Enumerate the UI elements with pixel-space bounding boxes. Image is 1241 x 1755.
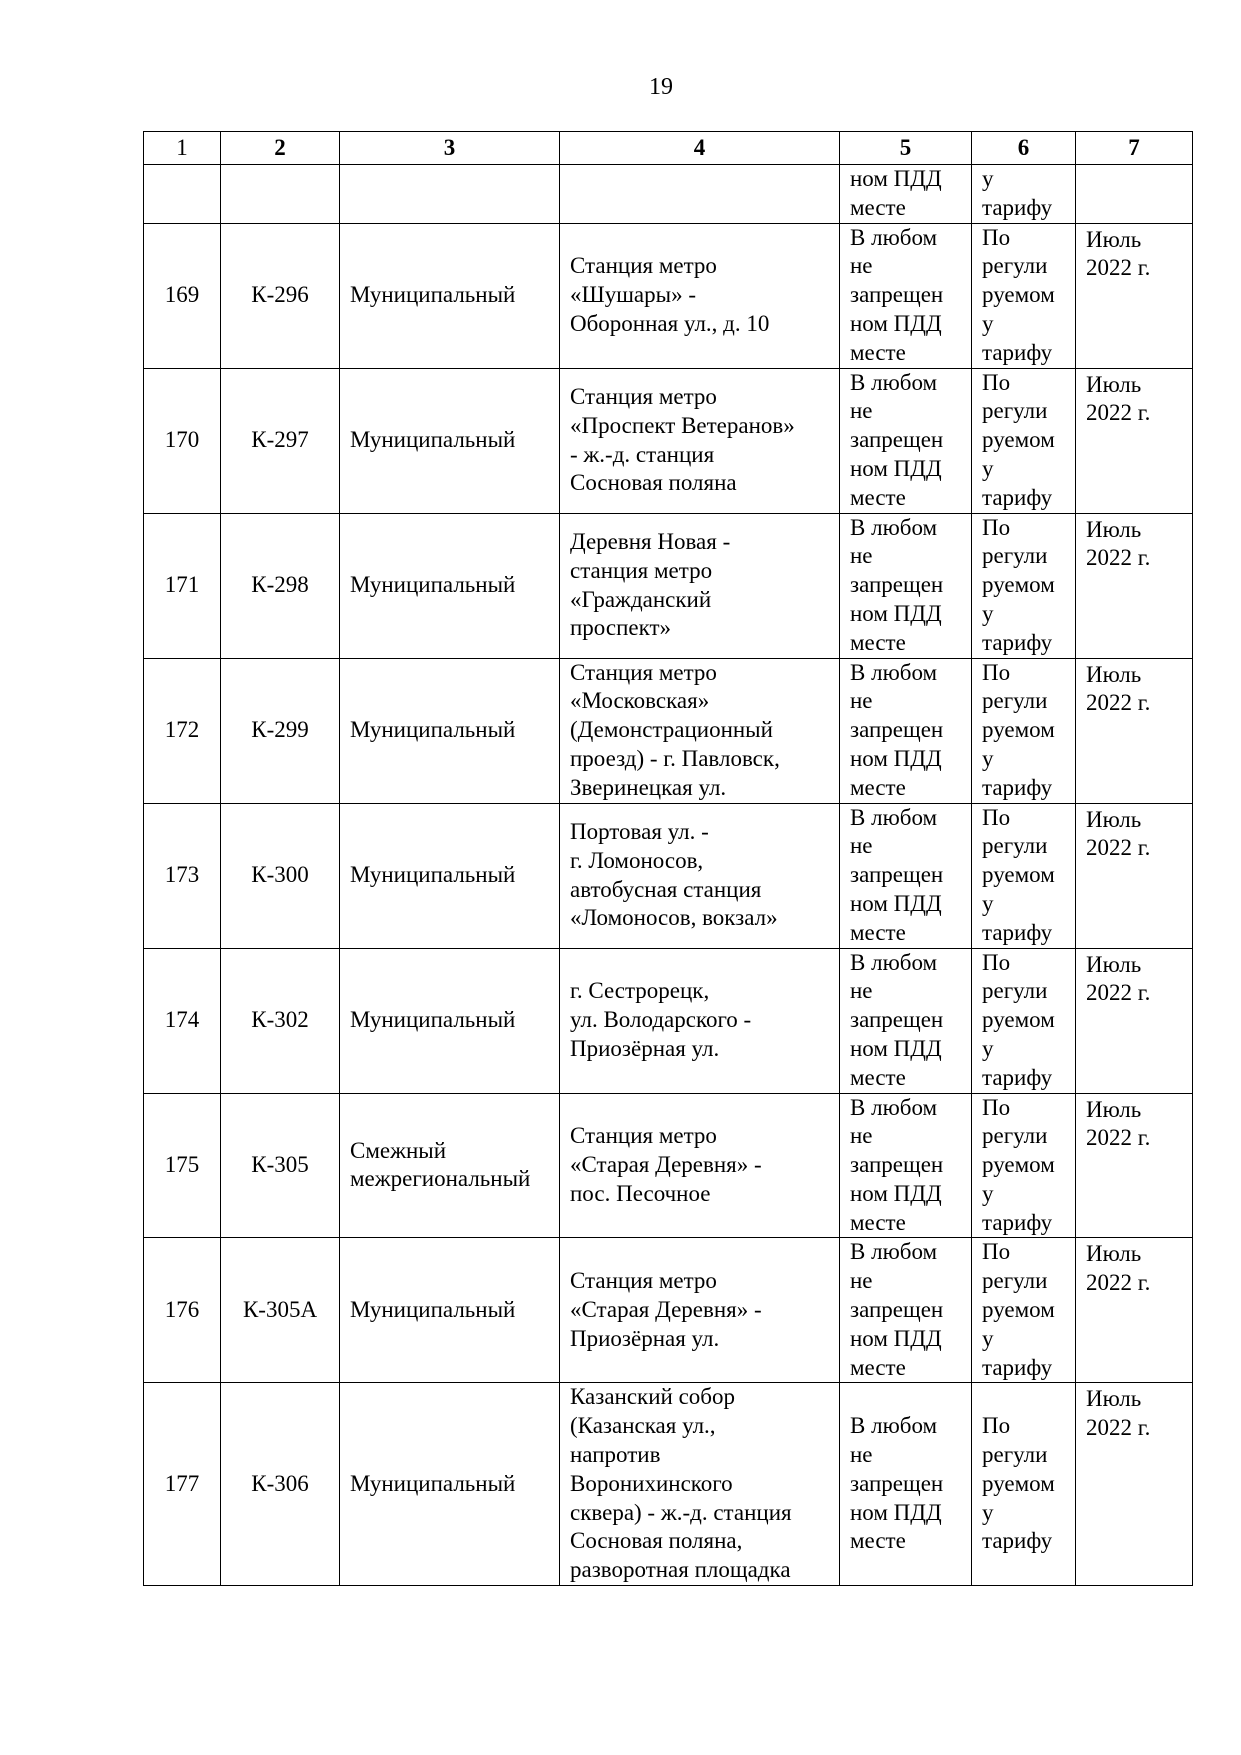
cell-line: месте	[850, 1528, 906, 1554]
cell-line: не	[850, 253, 873, 279]
cell-line: запрещен	[850, 717, 944, 743]
cell-line: Муниципальный	[350, 862, 516, 888]
route-path	[560, 1238, 840, 1383]
cell-line: В любом	[850, 1239, 938, 1265]
cell-line: ном ПДД	[850, 1499, 942, 1525]
cell-line: Станция метро	[570, 1123, 717, 1149]
cell-line: 2022 г.	[1086, 1125, 1151, 1151]
cell-line: «Московская»	[570, 688, 710, 714]
cell-line: запрещен	[850, 572, 944, 598]
cell-line: Июль	[1086, 226, 1142, 252]
empty-cell	[1076, 165, 1193, 224]
route-kind	[340, 658, 560, 803]
route-code: К-306	[221, 1383, 340, 1586]
empty-cell	[221, 165, 340, 224]
start-date-cell	[1076, 803, 1193, 948]
cell-line: Июль	[1086, 806, 1142, 832]
cell-line: руемом	[982, 1470, 1055, 1496]
cell-line: не	[850, 398, 873, 424]
cell-line: у	[982, 890, 994, 916]
cell-line: регули	[982, 688, 1048, 714]
boarding-cell	[840, 1093, 972, 1238]
cell-line: По	[982, 804, 1011, 830]
cell-line: ном ПДД	[850, 600, 942, 626]
cell-line: месте	[850, 194, 906, 220]
route-code: К-296	[221, 223, 340, 368]
cell-line: ном ПДД	[850, 1035, 942, 1061]
fare-cell	[972, 165, 1076, 224]
cell-line: у	[982, 600, 994, 626]
boarding-cell	[840, 1238, 972, 1383]
cell-line: г. Ломоносов,	[570, 847, 704, 873]
route-kind	[340, 803, 560, 948]
cell-line: у	[982, 745, 994, 771]
boarding-cell	[840, 223, 972, 368]
start-date-cell	[1076, 1238, 1193, 1383]
cell-line: месте	[850, 1354, 906, 1380]
cell-line: месте	[850, 484, 906, 510]
cell-line: (Казанская ул.,	[570, 1413, 716, 1439]
route-path	[560, 1093, 840, 1238]
fare-cell	[972, 368, 1076, 513]
continuation-row	[144, 165, 1193, 224]
fare-cell	[972, 948, 1076, 1093]
header-row	[144, 132, 1193, 165]
cell-line: запрещен	[850, 1297, 944, 1323]
table-row	[144, 1093, 1193, 1238]
cell-line: Деревня Новая -	[570, 528, 731, 554]
cell-line: месте	[850, 1209, 906, 1235]
route-path	[560, 223, 840, 368]
boarding-cell	[840, 1383, 972, 1586]
cell-line: у	[982, 166, 994, 191]
boarding-cell	[840, 658, 972, 803]
cell-line: Станция метро	[570, 383, 717, 409]
table-row	[144, 1383, 1193, 1586]
cell-line: «Старая Деревня» -	[570, 1152, 762, 1178]
fare-cell	[972, 223, 1076, 368]
cell-line: тарифу	[982, 339, 1053, 365]
cell-line: тарифу	[982, 484, 1053, 510]
cell-line: руемом	[982, 1152, 1055, 1178]
row-number: 169	[144, 223, 221, 368]
cell-line: По	[982, 1239, 1011, 1265]
cell-line: напротив	[570, 1442, 661, 1468]
cell-line: запрещен	[850, 427, 944, 453]
cell-line: не	[850, 543, 873, 569]
header-cell: 5	[840, 132, 972, 165]
cell-line: Станция метро	[570, 253, 717, 279]
cell-line: Сосновая поляна,	[570, 1528, 743, 1554]
cell-line: Сосновая поляна	[570, 470, 737, 496]
cell-line: По	[982, 224, 1011, 250]
cell-line: Июль	[1086, 371, 1142, 397]
cell-line: В любом	[850, 514, 938, 540]
cell-line: «Ломоносов, вокзал»	[570, 905, 778, 931]
cell-line: руемом	[982, 1007, 1055, 1033]
route-code: К-297	[221, 368, 340, 513]
cell-line: тарифу	[982, 194, 1053, 220]
header-cell: 4	[560, 132, 840, 165]
cell-line: руемом	[982, 1297, 1055, 1323]
cell-line: Станция метро	[570, 1268, 717, 1294]
cell-line: ном ПДД	[850, 1325, 942, 1351]
cell-line: не	[850, 688, 873, 714]
route-path	[560, 658, 840, 803]
fare-cell	[972, 513, 1076, 658]
cell-line: Июль	[1086, 516, 1142, 542]
table-row	[144, 368, 1193, 513]
cell-line: пос. Песочное	[570, 1180, 711, 1206]
cell-line: регули	[982, 1268, 1048, 1294]
header-cell: 3	[340, 132, 560, 165]
cell-line: запрещен	[850, 1152, 944, 1178]
fare-cell	[972, 658, 1076, 803]
cell-line: ул. Володарского -	[570, 1007, 752, 1033]
route-path	[560, 368, 840, 513]
cell-line: межрегиональный	[350, 1166, 531, 1192]
start-date-cell	[1076, 1383, 1193, 1586]
cell-line: В любом	[850, 1094, 938, 1120]
route-code: К-305	[221, 1093, 340, 1238]
empty-cell	[340, 165, 560, 224]
route-kind	[340, 1383, 560, 1586]
start-date-cell	[1076, 1093, 1193, 1238]
boarding-cell	[840, 948, 972, 1093]
cell-line: 2022 г.	[1086, 1270, 1151, 1296]
table-row	[144, 513, 1193, 658]
cell-line: В любом	[850, 369, 938, 395]
fare-cell	[972, 1093, 1076, 1238]
route-kind	[340, 223, 560, 368]
cell-line: В любом	[850, 804, 938, 830]
cell-line: Портовая ул. -	[570, 818, 709, 844]
cell-line: 2022 г.	[1086, 400, 1151, 426]
fare-cell	[972, 1238, 1076, 1383]
row-number: 175	[144, 1093, 221, 1238]
boarding-cell	[840, 165, 972, 224]
start-date-cell	[1076, 223, 1193, 368]
cell-line: Оборонная ул., д. 10	[570, 310, 770, 336]
header-cell: 1	[144, 132, 221, 165]
start-date-cell	[1076, 368, 1193, 513]
cell-line: Приозёрная ул.	[570, 1035, 720, 1061]
cell-line: (Демонстрационный	[570, 717, 773, 743]
cell-line: «Гражданский	[570, 586, 712, 612]
route-code: К-299	[221, 658, 340, 803]
empty-cell	[560, 165, 840, 224]
row-number: 171	[144, 513, 221, 658]
cell-line: месте	[850, 919, 906, 945]
row-number: 170	[144, 368, 221, 513]
header-cell: 6	[972, 132, 1076, 165]
cell-line: Муниципальный	[350, 1007, 516, 1033]
cell-line: Муниципальный	[350, 1297, 516, 1323]
boarding-cell	[840, 368, 972, 513]
table-row	[144, 948, 1193, 1093]
cell-line: Муниципальный	[350, 427, 516, 453]
cell-line: Казанский собор	[570, 1384, 736, 1410]
cell-line: запрещен	[850, 1007, 944, 1033]
start-date-cell	[1076, 513, 1193, 658]
boarding-cell	[840, 803, 972, 948]
cell-line: ном ПДД	[850, 745, 942, 771]
cell-line: тарифу	[982, 774, 1053, 800]
table-row	[144, 658, 1193, 803]
cell-line: По	[982, 514, 1011, 540]
cell-line: у	[982, 1180, 994, 1206]
route-code: К-300	[221, 803, 340, 948]
cell-line: Зверинецкая ул.	[570, 774, 727, 800]
route-path	[560, 948, 840, 1093]
cell-line: «Шушары» -	[570, 282, 696, 308]
route-path	[560, 513, 840, 658]
cell-line: Смежный	[350, 1137, 447, 1163]
cell-line: сквера) - ж.-д. станция	[570, 1499, 792, 1525]
header-cell: 7	[1076, 132, 1193, 165]
route-kind	[340, 513, 560, 658]
cell-line: у	[982, 1499, 994, 1525]
empty-cell	[144, 165, 221, 224]
cell-line: Июль	[1086, 1096, 1142, 1122]
cell-line: По	[982, 1094, 1011, 1120]
cell-line: регули	[982, 1123, 1048, 1149]
cell-line: тарифу	[982, 629, 1053, 655]
start-date-cell	[1076, 658, 1193, 803]
row-number: 177	[144, 1383, 221, 1586]
cell-line: В любом	[850, 949, 938, 975]
cell-line: тарифу	[982, 1528, 1053, 1554]
cell-line: не	[850, 978, 873, 1004]
cell-line: ном ПДД	[850, 166, 942, 191]
table-row	[144, 223, 1193, 368]
cell-line: тарифу	[982, 1354, 1053, 1380]
cell-line: станция метро	[570, 557, 713, 583]
cell-line: - ж.-д. станция	[570, 441, 715, 467]
cell-line: месте	[850, 1064, 906, 1090]
route-path	[560, 803, 840, 948]
page-number: 19	[649, 74, 673, 100]
cell-line: Муниципальный	[350, 1470, 516, 1496]
cell-line: ном ПДД	[850, 455, 942, 481]
cell-line: ном ПДД	[850, 890, 942, 916]
route-kind	[340, 368, 560, 513]
cell-line: Июль	[1086, 661, 1142, 687]
cell-line: разворотная площадка	[570, 1557, 791, 1583]
cell-line: руемом	[982, 717, 1055, 743]
cell-line: руемом	[982, 427, 1055, 453]
cell-line: месте	[850, 339, 906, 365]
cell-line: руемом	[982, 572, 1055, 598]
cell-line: 2022 г.	[1086, 835, 1151, 861]
cell-line: регули	[982, 833, 1048, 859]
row-number: 173	[144, 803, 221, 948]
cell-line: месте	[850, 774, 906, 800]
cell-line: По	[982, 659, 1011, 685]
cell-line: руемом	[982, 862, 1055, 888]
boarding-cell	[840, 513, 972, 658]
cell-line: Станция метро	[570, 659, 717, 685]
cell-line: проезд) - г. Павловск,	[570, 745, 780, 771]
header-cell: 2	[221, 132, 340, 165]
route-kind	[340, 1093, 560, 1238]
cell-line: не	[850, 1268, 873, 1294]
cell-line: у	[982, 1035, 994, 1061]
cell-line: у	[982, 455, 994, 481]
cell-line: 2022 г.	[1086, 1415, 1151, 1441]
cell-line: не	[850, 1442, 873, 1468]
cell-line: 2022 г.	[1086, 690, 1151, 716]
fare-cell	[972, 803, 1076, 948]
route-code: К-302	[221, 948, 340, 1093]
fare-cell	[972, 1383, 1076, 1586]
cell-line: «Проспект Ветеранов»	[570, 412, 795, 438]
cell-line: тарифу	[982, 919, 1053, 945]
cell-line: не	[850, 833, 873, 859]
cell-line: регули	[982, 398, 1048, 424]
route-kind	[340, 948, 560, 1093]
cell-line: тарифу	[982, 1064, 1053, 1090]
cell-line: В любом	[850, 659, 938, 685]
cell-line: проспект»	[570, 615, 672, 641]
row-number: 172	[144, 658, 221, 803]
cell-line: Муниципальный	[350, 572, 516, 598]
cell-line: регули	[982, 543, 1048, 569]
cell-line: В любом	[850, 1413, 938, 1439]
start-date-cell	[1076, 948, 1193, 1093]
cell-line: В любом	[850, 224, 938, 250]
cell-line: не	[850, 1123, 873, 1149]
cell-line: регули	[982, 253, 1048, 279]
cell-line: запрещен	[850, 282, 944, 308]
cell-line: тарифу	[982, 1209, 1053, 1235]
cell-line: 2022 г.	[1086, 255, 1151, 281]
cell-line: ном ПДД	[850, 1180, 942, 1206]
cell-line: Июль	[1086, 1241, 1142, 1267]
cell-line: По	[982, 369, 1011, 395]
cell-line: 2022 г.	[1086, 545, 1151, 571]
cell-line: запрещен	[850, 1470, 944, 1496]
cell-line: регули	[982, 978, 1048, 1004]
row-number: 174	[144, 948, 221, 1093]
route-path	[560, 1383, 840, 1586]
cell-line: Воронихинского	[570, 1470, 733, 1496]
cell-line: По	[982, 949, 1011, 975]
cell-line: Приозёрная ул.	[570, 1325, 720, 1351]
cell-line: «Старая Деревня» -	[570, 1297, 762, 1323]
row-number: 176	[144, 1238, 221, 1383]
routes-table	[143, 131, 1193, 1586]
cell-line: автобусная станция	[570, 876, 762, 902]
route-code: К-298	[221, 513, 340, 658]
table-row	[144, 1238, 1193, 1383]
cell-line: у	[982, 310, 994, 336]
cell-line: месте	[850, 629, 906, 655]
cell-line: 2022 г.	[1086, 980, 1151, 1006]
table-row	[144, 803, 1193, 948]
cell-line: у	[982, 1325, 994, 1351]
cell-line: Муниципальный	[350, 717, 516, 743]
cell-line: Муниципальный	[350, 282, 516, 308]
cell-line: Июль	[1086, 1386, 1142, 1412]
route-code: К-305А	[221, 1238, 340, 1383]
route-kind	[340, 1238, 560, 1383]
cell-line: ном ПДД	[850, 310, 942, 336]
cell-line: По	[982, 1413, 1011, 1439]
cell-line: руемом	[982, 282, 1055, 308]
cell-line: Июль	[1086, 951, 1142, 977]
cell-line: регули	[982, 1442, 1048, 1468]
cell-line: г. Сестрорецк,	[570, 978, 710, 1004]
cell-line: запрещен	[850, 862, 944, 888]
